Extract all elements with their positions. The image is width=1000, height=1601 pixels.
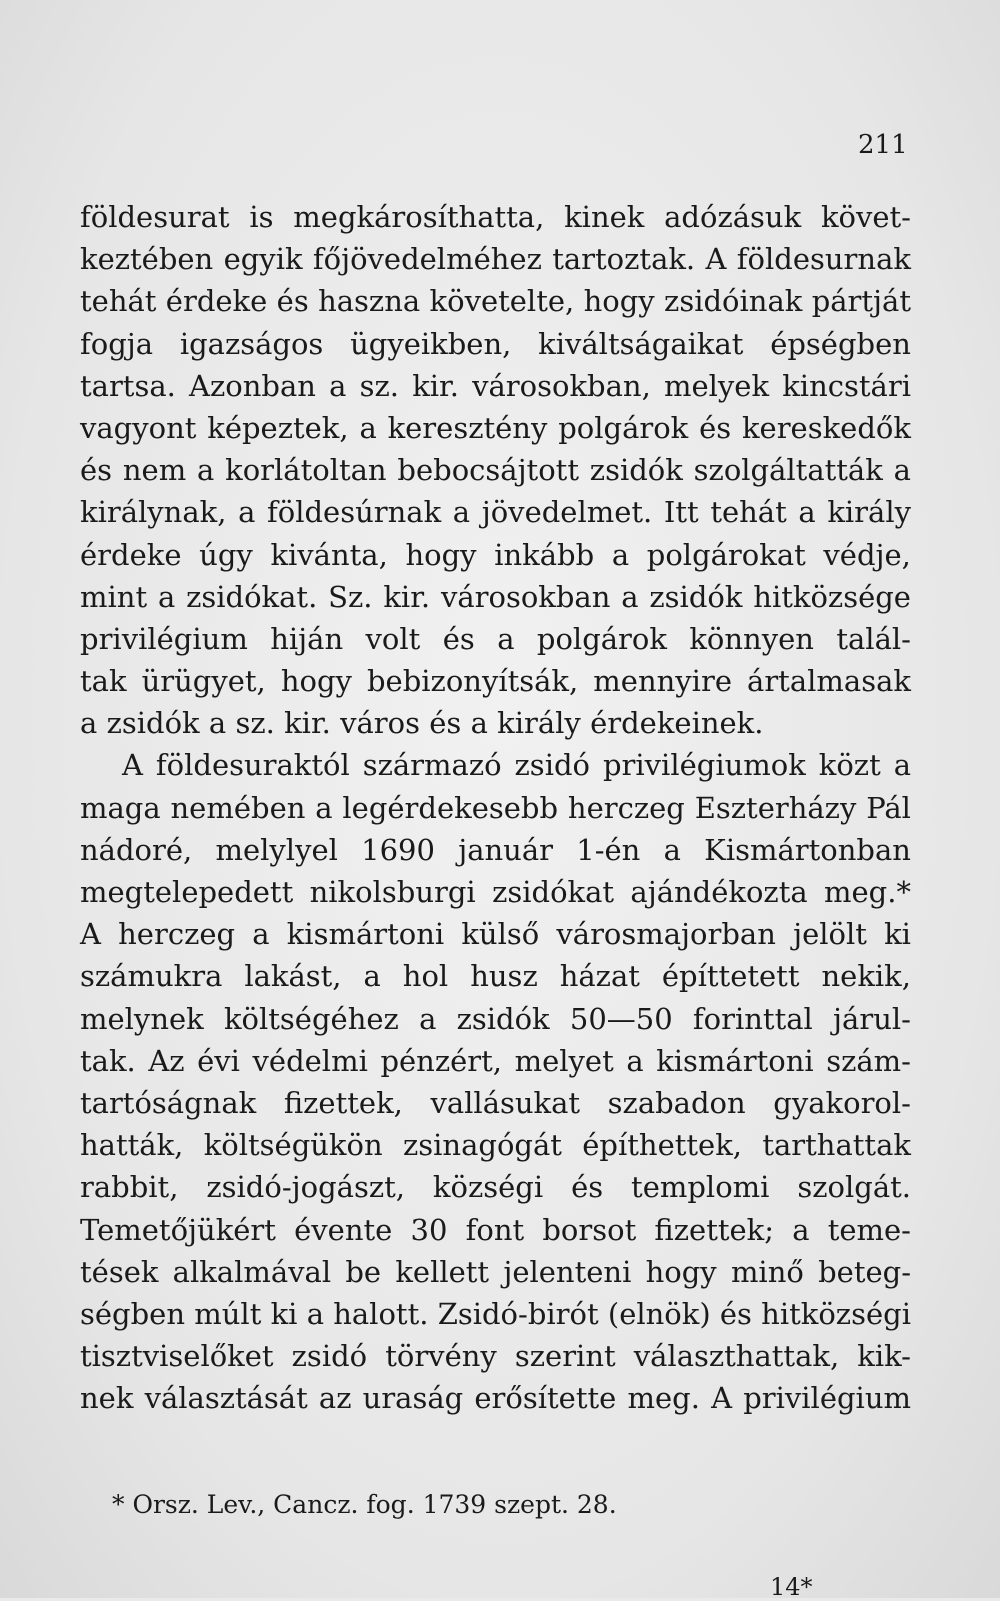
word: Az — [148, 1043, 185, 1078]
word: tehát — [80, 284, 157, 319]
word: vallásukat — [430, 1085, 581, 1120]
word: Azonban — [189, 368, 316, 403]
word: a — [621, 579, 639, 614]
word: borsot — [542, 1212, 637, 1247]
text-line — [80, 913, 911, 955]
word: és — [719, 1296, 752, 1331]
word: a — [80, 706, 98, 741]
word: és — [571, 1170, 604, 1205]
word: és — [699, 410, 732, 445]
word: halott. — [333, 1296, 429, 1331]
word: a — [798, 495, 816, 530]
word: polgárokat — [646, 537, 806, 572]
text-line — [80, 1082, 911, 1124]
word: 30 — [410, 1212, 448, 1247]
word: költségéhez — [223, 1001, 399, 1036]
word: földesúrnak — [267, 495, 442, 530]
word: sz. — [359, 368, 399, 403]
word: nem — [122, 453, 187, 488]
word: a — [611, 537, 630, 572]
word: lakást, — [244, 959, 342, 994]
word: mennyire — [593, 664, 732, 699]
word: a — [452, 495, 471, 530]
footnote: * Orsz. Lev., Cancz. fog. 1739 szept. 28. — [112, 1490, 617, 1519]
word: hogy — [405, 537, 477, 572]
word: érdekeinek. — [590, 706, 764, 741]
word: ajándékozta — [630, 875, 808, 909]
word: fizettek; — [654, 1212, 775, 1247]
word: kir. — [284, 706, 331, 741]
word: 1-én — [576, 832, 641, 867]
word: a — [792, 1212, 810, 1247]
word: A — [80, 917, 101, 952]
word: 1690 — [361, 832, 435, 867]
page-number: 211 — [858, 130, 908, 160]
word: évi — [197, 1043, 240, 1078]
word: mint — [80, 579, 148, 614]
word: Eszterházy — [694, 790, 857, 825]
text-line — [80, 1251, 911, 1293]
text-line — [80, 323, 911, 365]
text-line — [80, 576, 911, 618]
word: igazságos — [179, 326, 324, 361]
word: községi — [432, 1170, 544, 1205]
word: király — [827, 495, 911, 530]
word: külső — [461, 917, 540, 952]
word: törvény — [385, 1339, 497, 1374]
text-line — [80, 196, 911, 238]
text-line — [80, 829, 911, 871]
word: privilégiumok — [602, 748, 806, 783]
word: privilégium — [743, 1381, 911, 1416]
word: a — [663, 832, 681, 867]
word: templomi — [631, 1170, 770, 1205]
word: tartsa. — [80, 368, 176, 403]
word: ségben — [80, 1296, 186, 1331]
word: polgárok — [558, 410, 689, 445]
word: királynak, — [80, 495, 227, 530]
word: és — [429, 706, 462, 741]
word: és — [80, 453, 113, 488]
text-line — [80, 1335, 911, 1377]
word: kellett — [395, 1254, 490, 1289]
word: közt — [818, 748, 881, 783]
word: a — [197, 453, 215, 488]
word: szabadon — [607, 1085, 746, 1120]
word: földesuraktól — [155, 748, 350, 783]
text-line — [80, 407, 911, 449]
word: hiján — [270, 621, 344, 656]
text-line — [80, 1377, 911, 1419]
word: Temetőjükért — [80, 1212, 276, 1247]
word: szerint — [514, 1339, 616, 1374]
word: ürügyet, — [141, 664, 266, 699]
text-line — [80, 955, 911, 997]
word: ártalmasak — [747, 664, 911, 699]
word: város — [340, 706, 420, 741]
word: városokban — [440, 579, 611, 614]
word: szám- — [826, 1043, 911, 1078]
text-line — [80, 491, 911, 533]
word: jelölt — [793, 917, 867, 952]
word: Kismártonban — [704, 832, 911, 867]
word: a — [306, 1296, 324, 1331]
word: földesurat — [80, 200, 230, 234]
word: kivánta, — [270, 537, 388, 572]
word: a — [157, 579, 176, 614]
word: választását — [144, 1381, 308, 1416]
word: képeztek, — [207, 410, 349, 445]
word: minő — [730, 1254, 804, 1289]
word: a — [626, 1043, 644, 1078]
word: évente — [294, 1212, 393, 1247]
word: január — [458, 832, 554, 867]
text-line — [80, 1209, 911, 1251]
word: kismártoni — [656, 1043, 814, 1078]
text-line — [80, 1166, 911, 1208]
word: keresztény — [387, 410, 548, 445]
text-line — [80, 534, 911, 576]
word: herczeg — [118, 917, 236, 952]
word: kir. — [412, 368, 459, 403]
text-line — [80, 787, 911, 829]
text-line — [80, 660, 911, 702]
word: Pál — [866, 790, 911, 825]
word: vagyont — [80, 410, 197, 445]
word: zsidóinak — [664, 284, 803, 319]
word: zsidó — [291, 1339, 368, 1374]
word: Zsidó-birót — [437, 1296, 599, 1331]
word: követelte, — [429, 284, 575, 319]
word: Sz. — [328, 579, 373, 614]
text-line — [80, 365, 911, 407]
signature-mark: 14* — [770, 1573, 813, 1601]
word: építtetett — [661, 959, 800, 994]
word: a — [252, 917, 270, 952]
word: és — [276, 284, 309, 319]
word: kiváltságaikat — [538, 326, 744, 361]
word: követ- — [820, 200, 911, 234]
word: inkább — [494, 537, 595, 572]
word: építhettek, — [582, 1128, 743, 1163]
word: meg. — [627, 1381, 700, 1416]
word: városmajorban — [556, 917, 776, 952]
word: a — [470, 706, 488, 741]
word: múlt — [194, 1296, 262, 1331]
word: könnyen — [689, 621, 814, 656]
word: hatták, — [80, 1128, 184, 1163]
word: beteg- — [818, 1254, 911, 1289]
word: zsidókat. — [186, 579, 318, 614]
word: nekik, — [821, 959, 911, 994]
word: városokban, — [472, 368, 651, 403]
text-line — [80, 1040, 911, 1082]
word: hitközségi — [761, 1296, 911, 1331]
word: sz. — [235, 706, 275, 741]
text-line — [80, 998, 911, 1040]
word: pártját — [811, 284, 911, 319]
word: font — [465, 1212, 525, 1247]
word: védelmi — [252, 1043, 368, 1078]
word: privilégium — [80, 621, 248, 656]
word: haszna — [318, 284, 421, 319]
word: számukra — [80, 959, 223, 994]
word: hol — [402, 959, 449, 994]
word: választhattak, — [633, 1339, 840, 1374]
word: épségben — [770, 326, 911, 361]
word: kereskedők — [741, 410, 911, 445]
word: zsinagógát — [402, 1128, 562, 1163]
word: kincstári — [782, 368, 911, 403]
word: A — [122, 748, 143, 783]
word: erősítette — [474, 1381, 617, 1416]
word: hogy — [645, 1254, 717, 1289]
word: védje, — [823, 537, 911, 572]
word: a — [893, 748, 911, 783]
word: forinttal — [692, 1001, 813, 1036]
word: bebocsájtott — [397, 453, 579, 488]
word: melynek — [80, 1001, 204, 1036]
word: járul- — [833, 1001, 911, 1036]
word: adózásuk — [664, 200, 802, 234]
word: király — [497, 706, 581, 741]
word: kir. — [383, 579, 431, 614]
word: talál- — [836, 621, 911, 656]
word: 50—50 — [569, 1001, 673, 1036]
word: tak. — [80, 1043, 136, 1078]
word: tehát — [710, 495, 787, 530]
body-text — [80, 196, 911, 1419]
word: husz — [470, 959, 538, 994]
word: tések — [80, 1254, 159, 1289]
text-line — [80, 618, 911, 660]
word: meg.* — [824, 875, 911, 909]
word: érdeke — [165, 284, 268, 319]
word: tisztviselőket — [80, 1339, 274, 1374]
word: a — [208, 706, 227, 741]
word: teme- — [827, 1212, 911, 1247]
word: tartoztak. — [552, 242, 696, 277]
word: kinek — [564, 200, 645, 234]
word: fizettek, — [283, 1085, 403, 1120]
word: zsidókat — [492, 875, 615, 909]
word: a — [363, 959, 381, 994]
word: házat — [559, 959, 640, 994]
word: hogy — [280, 664, 352, 699]
word: polgárok — [536, 621, 667, 656]
word: hitközsége — [753, 579, 911, 614]
word: A — [711, 1381, 733, 1416]
word: megtelepedett — [80, 875, 294, 909]
word: zsidók — [589, 453, 683, 488]
word: nádoré, — [80, 832, 193, 867]
word: a — [497, 621, 515, 656]
word: a — [419, 1001, 437, 1036]
word: földesurnak — [736, 242, 911, 277]
word: maga — [80, 790, 161, 825]
word: nikolsburgi — [309, 875, 476, 909]
word: szolgáltatták — [693, 453, 883, 488]
text-line — [80, 238, 911, 280]
word: érdeke — [80, 537, 182, 572]
word: és — [442, 621, 475, 656]
text-line — [80, 280, 911, 322]
word: be — [345, 1254, 382, 1289]
word: a — [315, 790, 333, 825]
word: költségükön — [203, 1128, 383, 1163]
text-line — [80, 744, 911, 786]
word: herczeg — [567, 790, 685, 825]
word: a — [893, 453, 911, 488]
text-line — [80, 1293, 911, 1335]
word: is — [249, 200, 274, 234]
word: volt — [365, 621, 421, 656]
word: tartóságnak — [80, 1085, 257, 1120]
word: nek — [80, 1381, 134, 1416]
word: Itt — [663, 495, 699, 530]
text-line — [80, 702, 911, 744]
word: az — [318, 1381, 352, 1416]
word: ki — [884, 917, 911, 952]
word: a — [359, 410, 377, 445]
word: tarthattak — [762, 1128, 911, 1163]
word: nemében — [170, 790, 306, 825]
word: A — [705, 242, 727, 277]
word: (elnök) — [607, 1296, 711, 1331]
word: korlátoltan — [225, 453, 387, 488]
text-line — [80, 1124, 911, 1166]
word: pénzért, — [380, 1043, 503, 1078]
word: melyet — [514, 1043, 614, 1078]
word: egyik — [223, 242, 303, 277]
word: bebizonyítsák, — [366, 664, 579, 699]
word: zsidó-jogászt, — [206, 1170, 405, 1205]
word: rabbit, — [80, 1170, 179, 1205]
word: zsidók — [106, 706, 200, 741]
word: jelenteni — [503, 1254, 632, 1289]
word: megkárosíthatta, — [293, 200, 545, 234]
word: származó — [362, 748, 502, 783]
text-line — [80, 449, 911, 491]
word: zsidó — [514, 748, 590, 783]
word: jövedelmet. — [481, 495, 653, 530]
word: legérdekesebb — [342, 790, 559, 825]
word: uraság — [362, 1381, 464, 1416]
word: tak — [80, 664, 127, 699]
word: melyek — [663, 368, 770, 403]
word: úgy — [199, 537, 253, 572]
word: ügyeikben, — [350, 326, 512, 361]
word: fogja — [80, 326, 154, 361]
word: szolgát. — [797, 1170, 911, 1205]
word: zsidók — [649, 579, 743, 614]
word: alkalmával — [172, 1254, 332, 1289]
word: a — [238, 495, 256, 530]
text-line — [80, 871, 911, 913]
word: gyakorol- — [773, 1085, 911, 1120]
word: a — [329, 368, 347, 403]
word: főjövedelméhez — [312, 242, 542, 277]
word: kik- — [857, 1339, 911, 1374]
word: zsidók — [456, 1001, 550, 1036]
word: ki — [270, 1296, 298, 1331]
word: melylyel — [215, 832, 338, 867]
word: hogy — [583, 284, 655, 319]
word: keztében — [80, 242, 214, 277]
word: kismártoni — [286, 917, 445, 952]
